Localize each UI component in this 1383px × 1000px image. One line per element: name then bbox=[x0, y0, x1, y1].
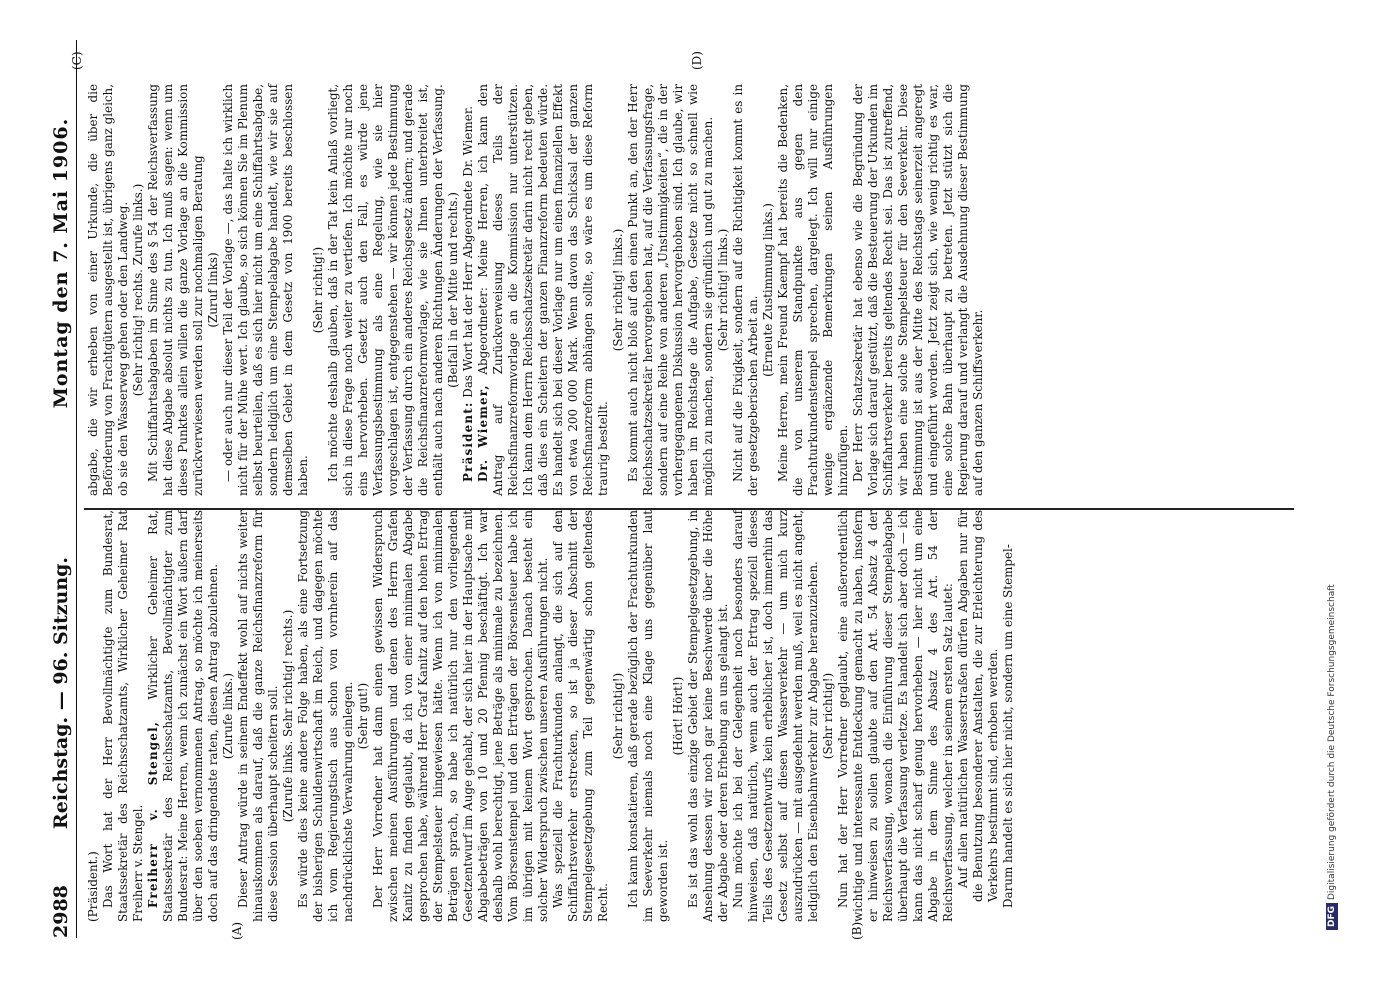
paragraph: Nun möchte ich bei der Gelegenheit noch besonders darauf hinweisen, daß natürlich, wenn auch der Ertrag speziell dieses Teils des Gesetzentwurfs kein erheblicher ist, doch immerhin das Gesetz selbst auf diesen Wasserverkehr — um mich kurz auszudrücken — mit ausgedehnt werden muß, weil es nicht angeht, lediglich den Eisenbahnverkehr zur Abgabe heranzuziehen. bbox=[731, 510, 820, 922]
speech-text: Abgeordneter: Meine Herren, ich kann den Antrag auf Zurückverweisung dieses Teils der Reichsfinanzreformvorlage an die Kommission nur unterstützen. Ich kann dem Herrn Reichsschatzsekretär darin nicht recht geben, daß dies ein Scheitern der ganzen Finanzreform bedeuten würde. Es handelt sich bei dieser Vorlage nur um einen finanziellen Effekt von etwa 200 000 Mark. Wenn davon das Schicksal der ganzen Reichsfinanzreform abhängen sollte, so wäre es um diese Reform traurig bestellt. bbox=[476, 83, 610, 496]
margin-label-b: (B) bbox=[850, 921, 864, 940]
interjection: (Sehr richtig!) bbox=[611, 672, 625, 760]
speech-paragraph bbox=[476, 84, 611, 496]
paragraph: Es würde dies keine andere Folge haben, als eine Fortsetzung der bisherigen Schuldenwirtschaft im Reich, und dagegen möchte ich vom Regierungstisch aus schon von vornherein auf das nachdrücklichste Verwahrung einlegen. bbox=[296, 510, 355, 922]
paragraph: abgabe, die wir erheben von einer Urkunde, die über die Beförderung von Frachtgütern ausgestellt ist, übrigens ganz gleich, ob sie den Wasserweg gehen oder den Landweg. bbox=[86, 84, 130, 496]
credit-text: Digitalisierung gefördert durch die Deutsche Forschungsgemeinschaft bbox=[1327, 584, 1337, 900]
paragraph: Meine Herren, mein Freund Kaempf hat bereits die Bedenken, die von unserem Standpunkte aus gegen den Frachturkundenstempel sprechen, dargelegt. Ich will nur einige wenige ergänzende Bemerkungen seinen Ausführungen hinzufügen. bbox=[776, 84, 850, 496]
paragraph: Es kommt auch nicht bloß auf den einen Punkt an, den der Herr Reichsschatzsekretär hervorgehoben hat, auf die Verfassungsfrage, sondern auf eine Reihe von anderen „Unstimmigkeiten“, die in der vorhergegangenen Diskussion hervorgehoben sind. Ich glaube, wir haben im Reichstage die Aufgabe, Gesetze nicht so schnell wie möglich zu machen, sondern sie gründlich und gut zu machen. bbox=[626, 84, 715, 496]
paragraph: Der Herr Vorredner hat dann einen gewissen Widerspruch zwischen meinen Ausführungen und denen des Herrn Grafen Kanitz zu finden geglaubt, da ich von einer minimalen Abgabe gesprochen habe, während Herr Graf Kanitz auf den hohen Ertrag der Stempelsteuer hingewiesen hätte. Wenn ich von minimalen Beträgen sprach, so habe ich natürlich nur den vorliegenden Gesetzentwurf im Auge gehabt, der sich hier in der Hauptsache mit Abgabebeträgen von 10 und 20 Pfennig beschäftigt. Ich war deshalb wohl berechtigt, jene Beträge als minimale zu bezeichnen. Vom Börsenstempel und den Erträgen der Börsensteuer habe ich im übrigen mit keinem Wort gesprochen. Danach besteht ein solcher Widerspruch zwischen unseren Ausführungen nicht. bbox=[371, 510, 550, 922]
interjection: (Erneute Zustimmung links.) bbox=[761, 203, 775, 377]
column-divider bbox=[84, 509, 1294, 511]
speaker-name: Freiherr v. Stengel, bbox=[146, 720, 160, 908]
president-label: Präsident: bbox=[461, 401, 475, 482]
interjection: (Zurufe links. Sehr richtig! rechts.) bbox=[281, 609, 295, 823]
paragraph: Nun hat der Herr Vorredner geglaubt, eine außerordentlich wichtige und interessante Entdeckung gemacht zu haben, insofern er hinweisen zu sollen glaubte auf den Art. 54 Absatz 4 der Reichsverfassung, wonach die Einführung dieser Stempelabgabe überhaupt die Verfassung verletze. Es handelt sich aber doch — ich kann das nicht scharf genug hervorheben — hier nicht um eine Abgabe in dem Sinne des Absatz 4 des Art. 54 der Reichsverfassung, welcher in seinem ersten Satz lautet: bbox=[836, 510, 955, 922]
interjection: (Sehr richtig!) bbox=[311, 246, 325, 334]
president-label: (Präsident.) bbox=[86, 851, 100, 922]
page-header bbox=[48, 40, 77, 938]
interjection: (Sehr richtig! links.) bbox=[611, 228, 625, 352]
paragraph: Darum handelt es sich hier nicht, sondern um eine Stempel- bbox=[1001, 544, 1015, 908]
session-date: Montag den 7. Mai 1906. bbox=[50, 117, 72, 409]
interjection: (Sehr gut!) bbox=[356, 682, 370, 750]
president-text: Das Wort hat der Herr Abgeordnete Dr. Wiemer. bbox=[461, 106, 475, 398]
right-column bbox=[86, 84, 986, 496]
paragraph: Ich möchte deshalb glauben, daß in der Tat kein Anlaß vorliegt, sich in diese Frage noch weiter zu vertiefen. Ich möchte nur noch eins hervorheben. Gesetzt auch den Fall, es würde jene Verfassungsbestimmung als eine Regelung, wie sie hier vorgeschlagen ist, entgegenstehen — wir können jede Bestimmung der Verfassung durch ein anderes Reichsgesetz ändern; und gerade die Reichsfinanzreformvorlage, wie sie Ihnen unterbreitet ist, enthält auch nach anderen Richtungen Änderungen der Verfassung. bbox=[326, 84, 445, 496]
quotation: Auf allen natürlichen Wasserstraßen dürfen Abgaben nur für die Benutzung besonderer Anstalten, die zur Erleichterung des Verkehrs bestimmt sind, erhoben werden. bbox=[956, 510, 1000, 902]
interjection: (Sehr richtig! rechts. Zurufe links.) bbox=[131, 183, 145, 397]
paragraph: Mit Schiffahrtsabgaben im Sinne des § 54 der Reichsverfassung hat diese Abgabe absolut nichts zu tun. Ich muß sagen: wenn um dieses Punktes allein willen die ganze Vorlage an die Kommission zurückverwiesen werden soll zur nochmaligen Beratung bbox=[146, 84, 205, 496]
left-column bbox=[86, 510, 1016, 922]
speech-text: Wirklicher Geheimer Rat, Staatssekretär des Reichsschatzamts, Bevollmächtigter zum Bundesrat: Meine Herren, wenn ich zunächst ein Wort äußern darf über den soeben vernommenen Antrag, so möchte ich meinerseits doch auf das dringendste raten, diesen Antrag abzulehnen. bbox=[146, 509, 220, 922]
paragraph: Was speziell die Frachturkunden anlangt, die sich auf den Schiffahrtsverkehr erstrecken, so ist ja dieser Abschnitt der Stempelgesetzgebung zum Teil gegenwärtig schon geltendes Recht. bbox=[551, 510, 610, 922]
page-number: 2988 bbox=[50, 885, 72, 938]
margin-label-a: (A) bbox=[230, 921, 244, 940]
interjection: (Sehr richtig!) bbox=[821, 672, 835, 760]
paragraph: Ich kann konstatieren, daß gerade bezüglich der Frachturkunden im Seeverkehr niemals noch eine Klage uns gegenüber laut geworden ist. bbox=[626, 510, 670, 922]
speaker-name: Dr. Wiemer, bbox=[476, 384, 490, 482]
paragraph: — oder auch nur dieser Teil der Vorlage —, das halte ich wirklich nicht für der Mühe wert. Ich glaube, so sich können Sie im Plenum selbst beurteilen, daß es sich hier nicht um eine Schiffahrtsabgabe, sondern lediglich um eine Stempelabgabe handelt, wie wir sie auf demselben Gebiet in dem Gesetz von 1900 bereits beschlossen haben. bbox=[221, 84, 310, 496]
dfg-logo: DFG bbox=[1326, 903, 1338, 930]
paragraph: Das Wort hat der Herr Bevollmächtigte zum Bundesrat, Staatssekretär des Reichsschatzamts, Wirklicher Geheimer Rat Freiherr v. Stengel. bbox=[101, 510, 145, 922]
interjection: (Zuruf links) bbox=[206, 252, 220, 328]
interjection: (Beifall in der Mitte und rechts.) bbox=[446, 192, 460, 388]
paragraph: Nicht auf die Fixigkeit, sondern auf die Richtigkeit kommt es in der gesetzgeberischen Arbeit an. bbox=[731, 84, 760, 496]
interjection: (Zurufe links.) bbox=[221, 672, 235, 760]
paragraph: Es ist das wohl das einzige Gebiet der Stempelgesetzgebung, in Ansehung dessen wir noch gar keine Beschwerde über die Höhe der Abgabe oder deren Erhebung an uns gelangt ist. bbox=[686, 510, 730, 922]
paragraph: Dieser Antrag würde in seinem Endeffekt wohl auf nichts weiter hinauskommen als darauf, daß die ganze Reichsfinanzreform für diese Session überhaupt scheitern soll. bbox=[236, 510, 280, 922]
interjection: (Sehr richtig! links.) bbox=[716, 228, 730, 352]
margin-label-c: (C) bbox=[70, 51, 84, 70]
interjection: (Hört! Hört!) bbox=[671, 676, 685, 756]
margin-label-d: (D) bbox=[690, 51, 704, 70]
president-paragraph bbox=[461, 84, 476, 496]
session-title: Reichstag. — 96. Sitzung. bbox=[50, 556, 72, 830]
speech-paragraph bbox=[146, 510, 221, 922]
paragraph: Der Herr Schatzsekretär hat ebenso wie die Begründung der Vorlage sich darauf gestützt, daß die Besteuerung der Urkunden im Schiffahrtsverkehr bereits geltendes Recht sei. Das ist zutreffend, wir haben eine solche Stempelsteuer für den Seeverkehr. Diese Bestimmung ist aus der Mitte des Reichstags seinerzeit angeregt und eingeführt worden. Jetzt zeigt sich, wie wenig richtig es war, eine solche Bahn überhaupt zu betreten. Jetzt stützt sich die Regierung darauf und verlangt die Ausdehnung dieser Bestimmung auf den ganzen Schiffsverkehr. bbox=[851, 84, 985, 496]
